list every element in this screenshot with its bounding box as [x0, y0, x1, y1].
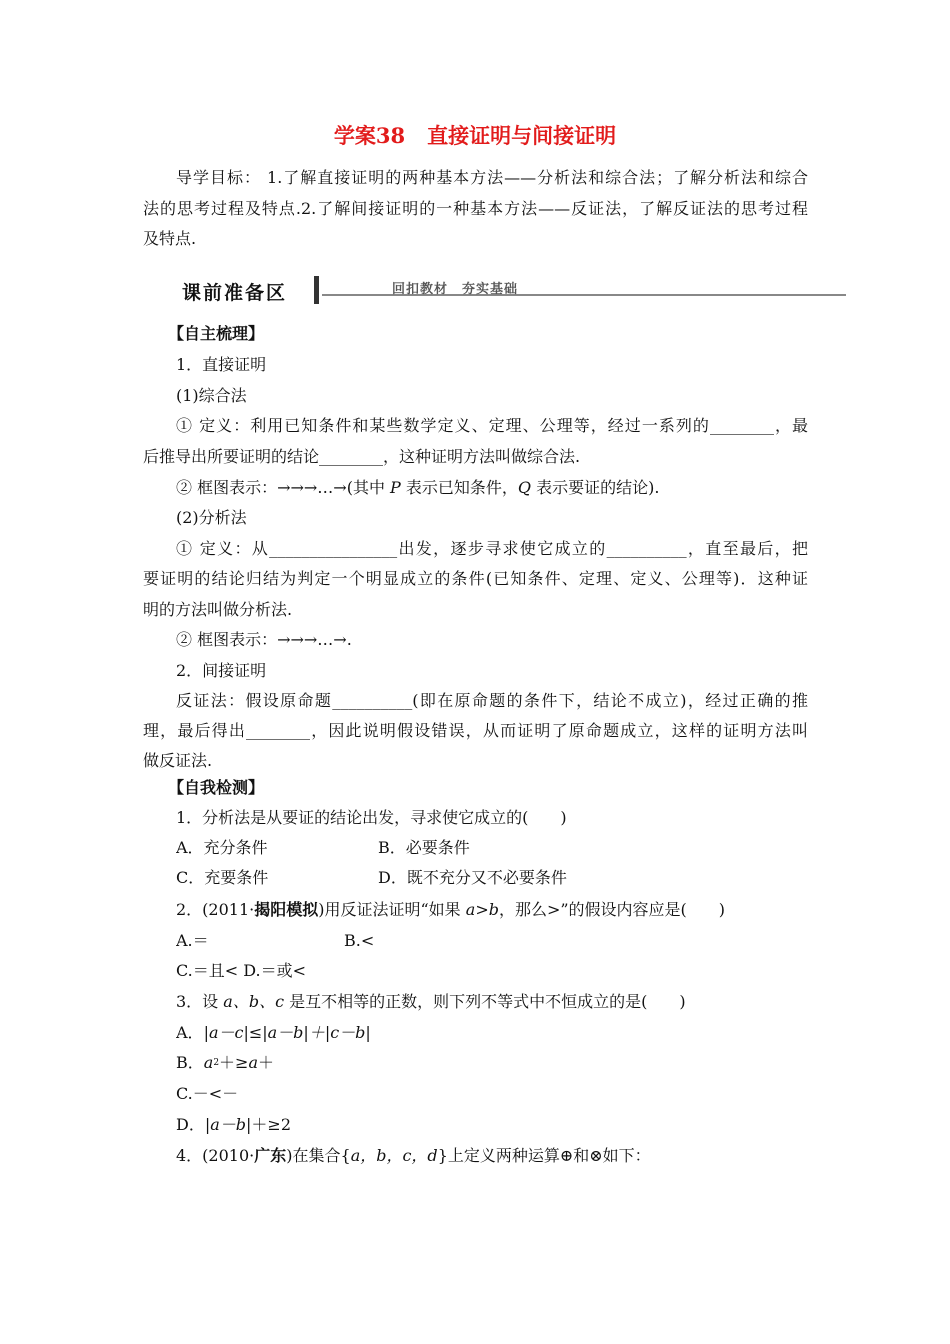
question-1-options-ab [176, 838, 808, 858]
item-indirect-proof: 2．间接证明 [176, 661, 267, 680]
banner-subtitle-1: 回扣教材 [392, 282, 449, 297]
question-3-option-b: B．$a^2+\ge a+$ [176, 1053, 275, 1072]
title-number: 学案38 [333, 123, 406, 148]
page-title [0, 120, 950, 150]
question-3-option-d: D．|a－b|＋≥2 [176, 1115, 292, 1134]
question-2-options-cd: C.＝且< D.＝或< [176, 961, 307, 980]
intro-line-1: 导学目标： 1.了解直接证明的两种基本方法——分析法和综合法；了解分析法和综合 [176, 168, 808, 187]
question-1-options-cd [176, 868, 808, 888]
synthesis-definition-2: 后推导出所要证明的结论________，这种证明方法叫做综合法. [143, 447, 581, 466]
synthesis-frame: ② 框图表示：→→→…→(其中 P 表示已知条件，Q 表示要证的结论). [176, 478, 660, 497]
analysis-frame: ② 框图表示：→→→…→. [176, 630, 352, 649]
banner-title: 课前准备区 [182, 282, 288, 304]
sub-synthesis: (1)综合法 [176, 386, 247, 405]
question-3-option-c: C.－<－ [176, 1084, 239, 1103]
analysis-definition-3: 明的方法叫做分析法. [143, 600, 293, 619]
contradiction-line-3: 做反证法. [143, 751, 213, 770]
banner-divider [314, 276, 319, 304]
analysis-definition-1: ① 定义：从________________出发，逐步寻求使它成立的__________，直至最后，把 [176, 539, 808, 558]
question-2-option-b: B.< [344, 931, 375, 950]
banner-subtitle-2: 夯实基础 [462, 282, 519, 297]
sub-analysis: (2)分析法 [176, 508, 247, 527]
question-1: 1．分析法是从要证的结论出发，寻求使它成立的( ) [176, 808, 567, 827]
section-banner [176, 270, 848, 310]
contradiction-line-2: 理，最后得出________，因此说明假设错误，从而证明了原命题成立，这样的证明方法叫 [143, 721, 808, 740]
section-heading-self-review: 【自主梳理】 [168, 324, 265, 343]
contradiction-line-1: 反证法：假设原命题__________(即在原命题的条件下，结论不成立)，经过正确的推 [176, 691, 808, 710]
question-2-options-ab [176, 931, 808, 951]
question-1-option-c: C．充要条件 [176, 868, 269, 887]
question-1-option-b: B．必要条件 [378, 838, 470, 857]
title-text: 直接证明与间接证明 [427, 123, 617, 148]
section-heading-self-test: 【自我检测】 [168, 778, 265, 797]
question-4: 4．(2010·广东)在集合{a，b，c，d}上定义两种运算⊕和⊗如下： [176, 1146, 651, 1165]
item-direct-proof: 1．直接证明 [176, 355, 267, 374]
synthesis-definition-1: ① 定义：利用已知条件和某些数学定义、定理、公理等，经过一系列的________，最 [176, 416, 808, 435]
question-1-option-d: D．既不充分又不必要条件 [378, 868, 567, 887]
analysis-definition-2: 要证明的结论归结为判定一个明显成立的条件(已知条件、定理、定义、公理等)．这种证 [143, 569, 808, 588]
question-2: 2．(2011·揭阳模拟)用反证法证明“如果 a>b，那么>”的假设内容应是( ) [176, 900, 726, 919]
banner-subtitle [392, 278, 518, 297]
question-3-option-a: A．|a－c|≤|a－b|＋|c－b| [176, 1023, 371, 1042]
question-3: 3．设 a、b、c 是互不相等的正数，则下列不等式中不恒成立的是( ) [176, 992, 686, 1011]
question-2-option-a: A.＝ [176, 931, 209, 950]
question-1-option-a: A．充分条件 [176, 838, 268, 857]
intro-line-3: 及特点. [143, 229, 197, 248]
intro-line-2: 法的思考过程及特点.2.了解间接证明的一种基本方法——反证法，了解反证法的思考过程 [143, 199, 808, 218]
